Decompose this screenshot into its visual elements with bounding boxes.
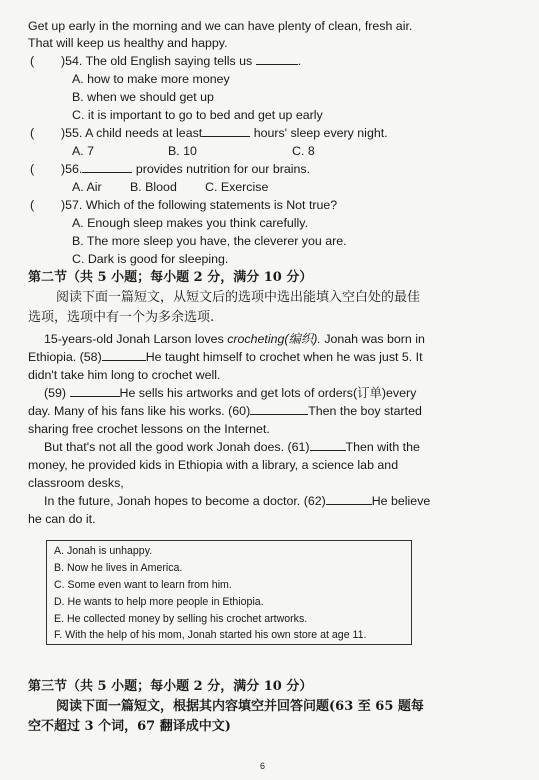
passage-p2-line2 [28,403,422,419]
q57-paren: ( [30,198,35,212]
passage-p4-line1 [44,493,430,509]
q56-option-b: B. Blood [130,180,177,194]
passage-text: day. Many of his fans like his works. (60) [28,404,251,418]
choices-box [46,540,412,645]
section2-instruction-1: 阅读下面一篇短文，从短文后的选项中选出能填入空白处的最佳 [56,290,421,305]
choice-d: D. He wants to help more people in Ethiopia. [54,596,264,608]
q56-option-a: A. Air [72,180,102,194]
q54-option-c: C. it is important to go to bed and get up early [72,108,323,122]
passage-p4-line2: he can do it. [28,512,96,526]
choice-b: B. Now he lives in America. [54,562,183,574]
q57-stem [61,197,337,213]
q57-text: Which of the following statements is Not true? [85,198,338,212]
q54-number: )54. [61,54,83,68]
q56-blank [82,161,132,173]
q56-paren: ( [30,162,35,176]
passage-p2-line3: sharing free crochet lessons on the Internet. [28,422,270,436]
passage-text: Ethiopia. (58) [28,350,102,364]
q56-stem [61,161,310,177]
choice-c: C. Some even want to learn from him. [54,579,232,591]
q57-option-a: A. Enough sleep makes you think carefully. [72,216,309,230]
q55-option-c: C. 8 [292,144,315,158]
passage-text: Jonah was born in [320,332,425,346]
blank-58 [102,349,146,361]
section3-instruction-1: 阅读下面一篇短文，根据其内容填空并回答问题(63 至 65 题每 [56,699,424,714]
section2-instruction-2: 选项，选项中有一个为多余选项. [28,310,215,325]
passage-text: Then with the [345,440,420,454]
q56-number: )56. [61,162,83,176]
passage-text: He sells his artworks and get lots of orders(订单)every [119,386,417,400]
passage-p3-line3: classroom desks, [28,476,124,490]
q55-number: )55. [61,126,83,140]
passage-p1-line1 [44,331,425,347]
q54-stem [61,53,301,69]
passage-text: He believe [371,494,431,508]
q54-paren: ( [30,54,35,68]
q55-blank [202,125,250,137]
q57-option-c: C. Dark is good for sleeping. [72,252,229,266]
q54-blank [256,53,298,65]
passage-p2-line1 [44,385,416,401]
q55-end: hours' sleep every night. [253,126,388,140]
blank-61 [310,439,346,451]
intro-line-1: Get up early in the morning and we can have plenty of clean, fresh air. [28,19,413,33]
q57-number: )57. [61,198,83,212]
choice-f: F. With the help of his mom, Jonah started his own store at age 11. [54,629,367,641]
q54-text: The old English saying tells us [85,54,253,68]
q55-stem [61,125,388,141]
blank-60 [250,403,308,415]
blank-62 [326,493,372,505]
passage-text: But that's not all the good work Jonah does. (61) [44,440,310,454]
choice-e: E. He collected money by selling his crochet artworks. [54,613,308,625]
q55-option-b: B. 10 [168,144,197,158]
passage-p3-line2: money, he provided kids in Ethiopia with a library, a science lab and [28,458,399,472]
section3-heading: 第三节（共 5 小题；每小题 2 分，满分 10 分） [28,679,313,694]
choice-a: A. Jonah is unhappy. [54,545,153,557]
passage-text: (59) [44,386,67,400]
q55-text: A child needs at least [85,126,203,140]
q54-end: . [297,54,302,68]
section3-instruction-2: 空不超过 3 个词，67 翻译成中文) [28,719,231,734]
page-number: 6 [260,761,266,771]
q55-option-a: A. 7 [72,144,95,158]
q57-option-b: B. The more sleep you have, the cleverer you are. [72,234,347,248]
passage-text: He taught himself to crochet when he was just 5. It [145,350,423,364]
passage-text: In the future, Jonah hopes to become a doctor. (62) [44,494,326,508]
passage-text: Then the boy started [308,404,422,418]
q55-paren: ( [30,126,35,140]
passage-p3-line1 [44,439,420,455]
blank-59 [70,385,120,397]
q54-option-b: B. when we should get up [72,90,214,104]
q54-option-a: A. how to make more money [72,72,230,86]
passage-text: 15-years-old Jonah Larson loves [44,332,228,346]
intro-line-2: That will keep us healthy and happy. [28,36,228,50]
passage-italic-term: crocheting(编织). [227,332,321,346]
q56-end: provides nutrition for our brains. [135,162,311,176]
passage-p1-line3: didn't take him long to crochet well. [28,368,221,382]
passage-p1-line2 [28,349,423,365]
q56-option-c: C. Exercise [205,180,269,194]
section2-heading: 第二节（共 5 小题；每小题 2 分，满分 10 分） [28,270,313,285]
